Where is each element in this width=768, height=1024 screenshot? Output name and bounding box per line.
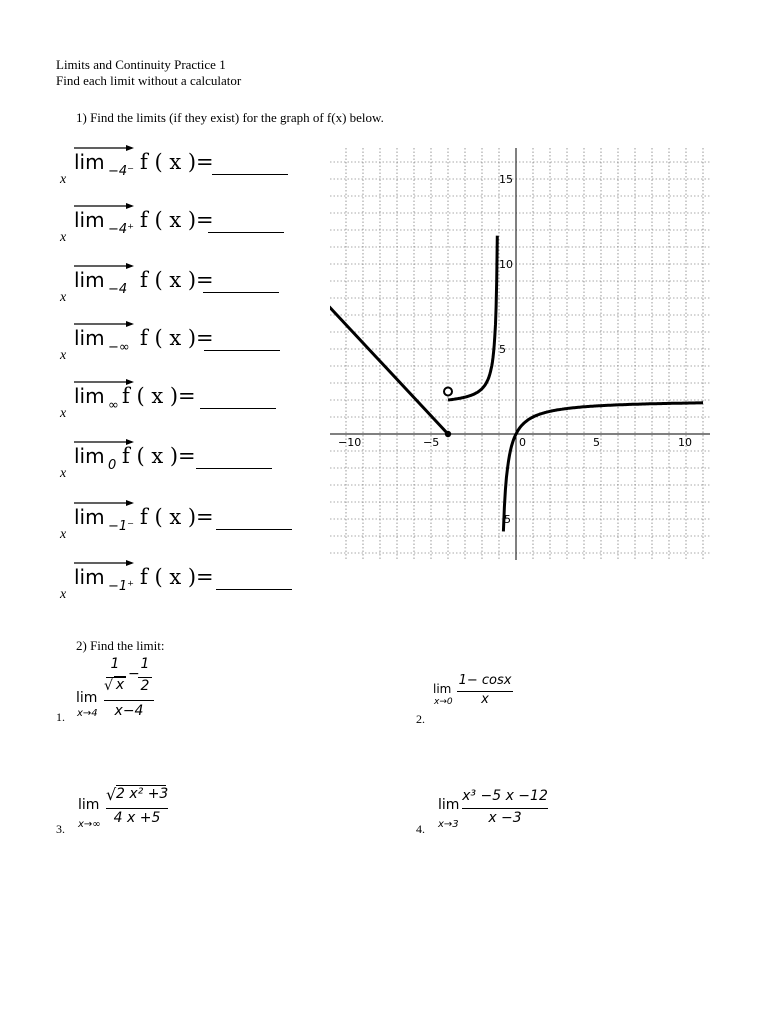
limit-row (60, 326, 310, 366)
limit-row (60, 565, 310, 605)
graph-axes (330, 148, 710, 560)
answer-blank[interactable] (216, 589, 292, 590)
limit-word: lim (74, 505, 105, 529)
limit-word: lim (74, 208, 105, 232)
problem-3-sqrt-sign: √ (106, 785, 117, 804)
problem-1-main-bar (104, 700, 154, 701)
limit-arrow-icon (74, 559, 136, 567)
limit-expression: f ( x )= (122, 384, 196, 408)
limit-arrow-icon (74, 262, 136, 270)
problem-3-sub: x→∞ (78, 819, 101, 830)
limit-word: lim (74, 268, 105, 292)
limit-expression: f ( x )= (140, 268, 214, 292)
limit-word: lim (74, 444, 105, 468)
problem-1-minus: − (128, 666, 140, 682)
answer-blank[interactable] (200, 408, 276, 409)
limit-variable: x (60, 172, 67, 187)
problem-1-sqrt-x: x (115, 677, 125, 693)
problem-4-number: 4. (416, 822, 425, 836)
problem-1-sub: x→4 (77, 708, 98, 719)
x-tick-label: 5 (593, 436, 600, 449)
problem-4-denominator: x −3 (488, 810, 522, 826)
problem-4-lim: lim (438, 797, 460, 813)
problem-2-numerator: 1− cosx (458, 673, 512, 688)
x-tick-label: 0 (519, 436, 526, 449)
limit-variable: x (60, 290, 67, 305)
problem-3-bar (106, 808, 168, 809)
closed-endpoint (445, 431, 451, 437)
answer-blank[interactable] (204, 350, 280, 351)
limit-variable: x (60, 527, 67, 542)
limit-approach-value: −4⁺ (108, 222, 135, 237)
limit-approach-value: −4 (108, 282, 128, 297)
problem-1-denominator: x−4 (114, 703, 144, 719)
problem-1-inner-den-2: 2 (140, 678, 150, 694)
x-tick-label: −5 (423, 436, 440, 449)
limit-row (60, 444, 310, 484)
problem-1-inner-num-2: 1 (140, 656, 150, 672)
limit-expression: f ( x )= (140, 326, 214, 350)
answer-blank[interactable] (208, 232, 284, 233)
x-tick-label: −10 (338, 436, 362, 449)
limit-word: lim (74, 150, 105, 174)
page-subtitle: Find each limit without a calculator (56, 73, 242, 88)
problem-2-denominator: x (481, 692, 489, 707)
limit-expression: f ( x )= (140, 208, 214, 232)
page-title: Limits and Continuity Practice 1 (56, 57, 226, 72)
problem-4-numerator: x³ −5 x −12 (462, 788, 548, 804)
problem-1-lim: lim (76, 690, 98, 706)
answer-blank[interactable] (216, 529, 292, 530)
open-endpoint (444, 388, 452, 396)
problem-4-sub: x→3 (438, 819, 459, 830)
problem-1-number: 1. (56, 710, 65, 724)
line-segment-curve (330, 307, 448, 435)
graph-grid (330, 148, 710, 560)
question-2-prompt: 2) Find the limit: (76, 638, 165, 653)
problem-2-sub: x→0 (434, 697, 453, 707)
limit-arrow-icon (74, 144, 136, 152)
problem-2-lim: lim (433, 682, 452, 696)
limit-word: lim (74, 326, 105, 350)
limit-row (60, 150, 310, 190)
y-tick-label: 5 (504, 513, 511, 526)
problem-4-bar (462, 808, 548, 809)
limit-arrow-icon (74, 202, 136, 210)
problem-3-denominator: 4 x +5 (113, 810, 161, 826)
limit-expression: f ( x )= (122, 444, 196, 468)
limit-arrow-icon (74, 499, 136, 507)
limit-row (60, 268, 310, 308)
problem-3-lim: lim (78, 797, 100, 813)
limit-approach-value: −∞ (108, 340, 130, 355)
limit-arrow-icon (74, 320, 136, 328)
limit-variable: x (60, 587, 67, 602)
limit-row (60, 384, 310, 424)
limit-approach-value: 0 (108, 458, 117, 473)
limit-variable: x (60, 466, 67, 481)
y-tick-label: 15 (499, 173, 513, 186)
problem-2-number: 2. (416, 712, 425, 726)
limit-word: lim (74, 565, 105, 589)
x-tick-label: 10 (678, 436, 692, 449)
left-branch-curve (448, 236, 497, 400)
limit-expression: f ( x )= (140, 565, 214, 589)
limit-expression: f ( x )= (140, 505, 214, 529)
problem-1-inner-num-1: 1 (110, 656, 120, 672)
limit-row (60, 208, 310, 248)
limit-variable: x (60, 230, 67, 245)
limit-row (60, 505, 310, 545)
answer-blank[interactable] (196, 468, 272, 469)
answer-blank[interactable] (203, 292, 279, 293)
problem-3-numerator: 2 x² +3 (116, 786, 169, 802)
limit-word: lim (74, 384, 105, 408)
answer-blank[interactable] (212, 174, 288, 175)
problem-3-number: 3. (56, 822, 65, 836)
limit-approach-value: −4⁻ (108, 164, 135, 179)
problem-1-sqrt-sign: √ (104, 678, 113, 694)
right-branch-curve (503, 403, 703, 532)
y-tick-label: 5 (499, 343, 506, 356)
function-graph (330, 148, 710, 560)
graph-tick-labels (338, 173, 692, 526)
limit-approach-value: ∞ (108, 398, 119, 413)
limit-variable: x (60, 406, 67, 421)
question-1-prompt: 1) Find the limits (if they exist) for the graph of f(x) below. (76, 110, 384, 125)
y-tick-label: 10 (499, 258, 513, 271)
limit-approach-value: −1⁺ (108, 579, 135, 594)
limit-variable: x (60, 348, 67, 363)
limit-approach-value: −1⁻ (108, 519, 135, 534)
limit-expression: f ( x )= (140, 150, 214, 174)
